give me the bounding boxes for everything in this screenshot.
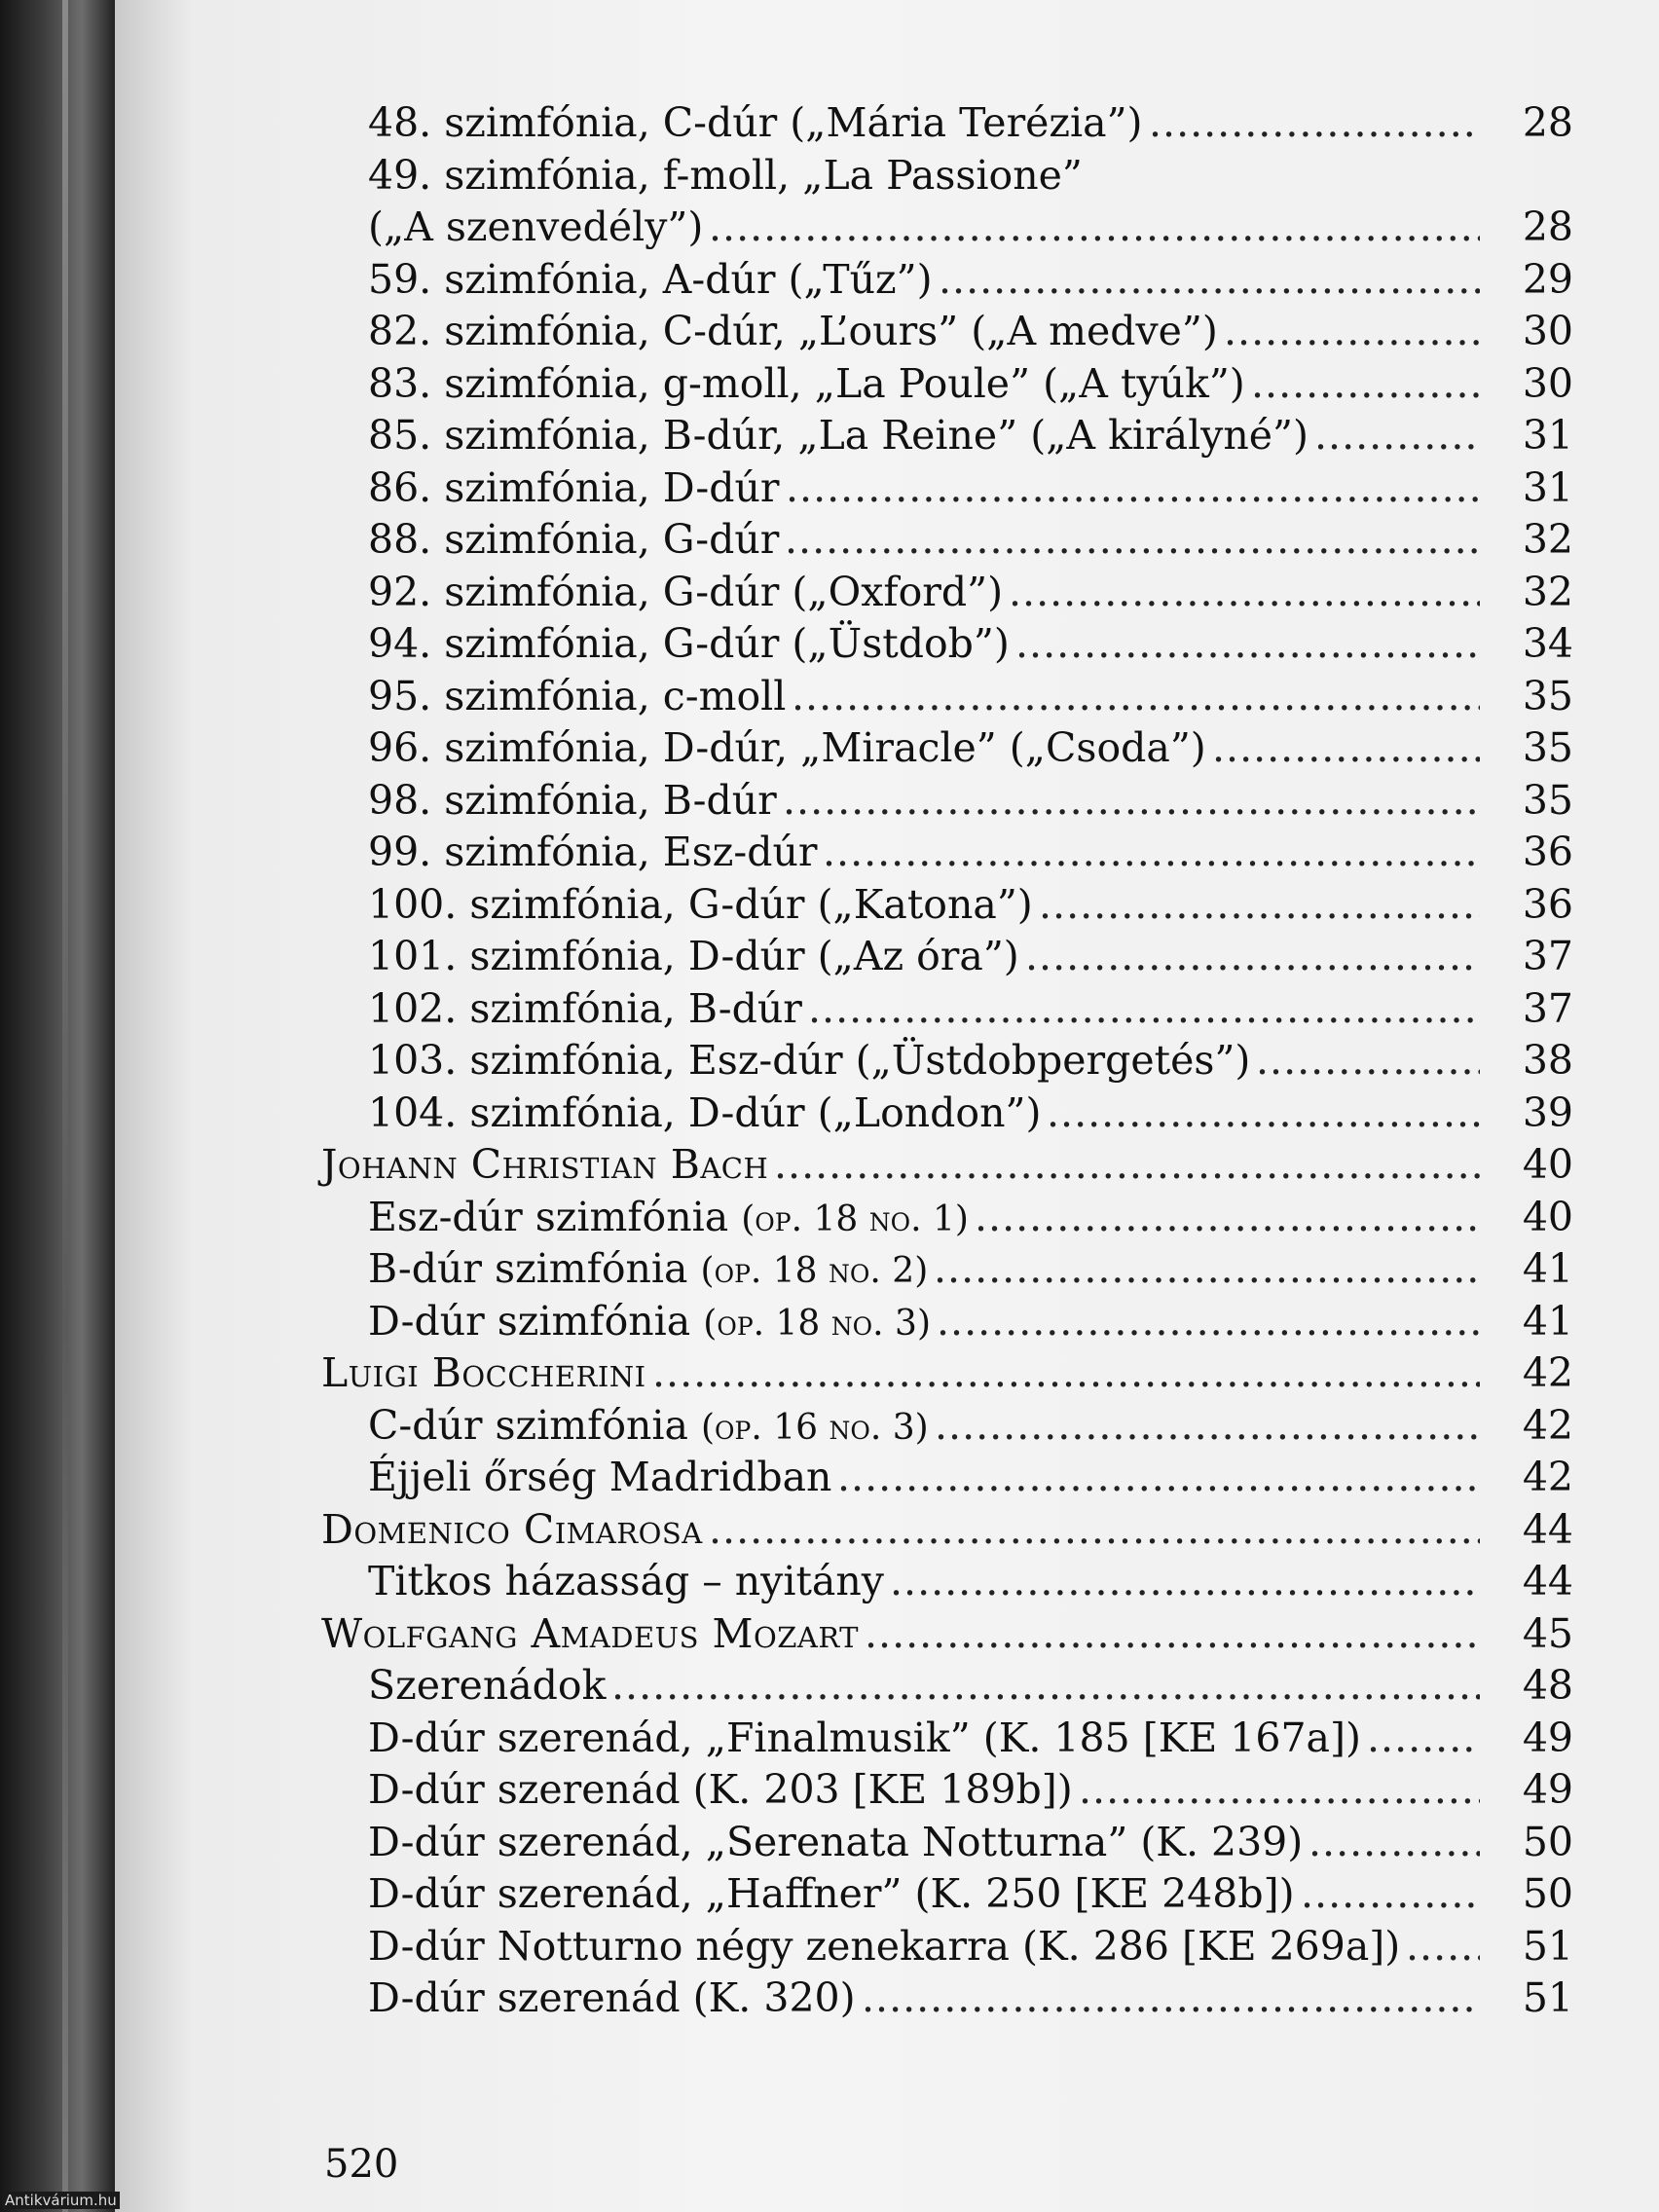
binding-edge [62, 0, 68, 2212]
table-of-contents [321, 97, 1587, 2025]
toc-entry-row [321, 931, 1587, 983]
page-ref: 36 [1522, 880, 1573, 928]
toc-entry-row [321, 358, 1587, 411]
toc-entry-text [368, 1296, 931, 1350]
work-title: szimfónia, D-dúr („Az óra”) [469, 933, 1019, 979]
page-ref: 49 [1522, 1766, 1573, 1813]
work-title: szimfónia, G-dúr [444, 516, 780, 563]
toc-entry-text [321, 1347, 646, 1400]
toc-entry-text [368, 567, 1003, 619]
work-title: szimfónia, G-dúr („Katona”) [469, 880, 1033, 928]
page-ref: 28 [1522, 99, 1573, 146]
toc-entry-text [368, 931, 1019, 983]
symphony-number: 94. [368, 620, 432, 667]
symphony-number: 100. [368, 880, 458, 928]
work-title: D-dúr szimfónia [368, 1297, 691, 1345]
work-title: D-dúr Notturno négy zenekarra (K. 286 [KE 269a]) [368, 1922, 1401, 1970]
leader-dots [935, 1400, 1480, 1453]
page-ref: 30 [1522, 308, 1573, 354]
toc-entry-text [321, 1139, 768, 1192]
toc-composer-row [321, 1139, 1587, 1192]
leader-dots [937, 1296, 1480, 1348]
page-ref: 40 [1522, 1193, 1573, 1240]
leader-dots [1256, 1035, 1480, 1088]
symphony-number: 86. [368, 463, 432, 511]
symphony-number: 85. [368, 412, 432, 459]
toc-entry-row [321, 150, 1587, 203]
work-title: szimfónia, C-dúr („Mária Terézia”) [444, 99, 1143, 146]
symphony-number: 104. [368, 1088, 458, 1136]
toc-entry-text [368, 722, 1206, 775]
work-title: szimfónia, f-moll, „La Passione” [444, 151, 1083, 199]
opus-number: (op. 16 no. 3) [701, 1407, 929, 1448]
leader-dots [786, 462, 1480, 515]
toc-entry-row [321, 410, 1587, 462]
toc-entry-text [368, 1400, 929, 1455]
toc-entry-text [368, 1452, 831, 1504]
symphony-number: 101. [368, 933, 458, 979]
page-ref: 41 [1522, 1297, 1573, 1345]
work-title: szimfónia, c-moll [444, 672, 787, 719]
leader-dots [823, 827, 1480, 879]
work-title: („A szenvedély”) [368, 203, 704, 250]
toc-entry-row [321, 1452, 1587, 1504]
toc-entry-text [368, 618, 1010, 671]
toc-entry-text [368, 671, 786, 723]
toc-entry-text [368, 983, 802, 1036]
page-ref: 38 [1522, 1037, 1573, 1084]
work-title: D-dúr szerenád, „Haffner” (K. 250 [KE 248b]) [368, 1870, 1295, 1917]
page-ref: 45 [1522, 1609, 1573, 1657]
work-title: szimfónia, Esz-dúr [444, 829, 818, 875]
toc-entry-text [368, 1088, 1041, 1140]
toc-entry-text [368, 462, 780, 515]
leader-dots [611, 1660, 1480, 1713]
page-ref: 30 [1522, 359, 1573, 407]
symphony-number: 88. [368, 516, 432, 563]
opus-number: (op. 18 no. 2) [700, 1251, 929, 1291]
page-ref: 37 [1522, 933, 1573, 979]
opus-number: (op. 18 no. 3) [703, 1303, 931, 1344]
work-title: D-dúr szerenád, „Serenata Notturna” (K. 239) [368, 1818, 1304, 1865]
toc-entry-row [321, 1400, 1587, 1453]
work-title: D-dúr szerenád, „Finalmusik” (K. 185 [KE 167a]) [368, 1714, 1361, 1761]
work-title: szimfónia, D-dúr („London”) [469, 1088, 1042, 1136]
work-title: Éjjeli őrség Madridban [368, 1454, 832, 1500]
toc-entry-row [321, 567, 1587, 619]
leader-dots [1149, 97, 1480, 150]
page-ref: 37 [1522, 984, 1573, 1032]
opus-number: (op. 18 no. 1) [741, 1198, 969, 1239]
page-ref: 41 [1522, 1245, 1573, 1292]
page-ref: 39 [1522, 1088, 1573, 1136]
leader-dots [1025, 931, 1480, 983]
page-ref: 49 [1522, 1714, 1573, 1761]
toc-entry-row [321, 722, 1587, 775]
composer-name: Luigi Boccherini [321, 1349, 646, 1396]
work-title: szimfónia, D-dúr [444, 463, 780, 511]
symphony-number: 103. [368, 1037, 458, 1084]
toc-entry-text [368, 97, 1143, 150]
composer-name: Wolfgang Amadeus Mozart [321, 1609, 860, 1657]
leader-dots [862, 1972, 1480, 2025]
toc-entry-text [368, 514, 779, 567]
leader-dots [1309, 1817, 1480, 1869]
page-ref: 34 [1522, 620, 1573, 667]
toc-entry-text [368, 827, 817, 879]
page-ref: 48 [1522, 1662, 1573, 1709]
leader-dots [975, 1192, 1480, 1244]
work-title: szimfónia, B-dúr [444, 776, 777, 824]
toc-entry-text [368, 1243, 928, 1298]
page-ref: 50 [1522, 1818, 1573, 1865]
toc-entry-text [368, 254, 933, 307]
toc-entry-text [368, 1713, 1361, 1765]
composer-name: Domenico Cimarosa [321, 1505, 703, 1553]
leader-dots [1301, 1868, 1480, 1921]
symphony-number: 49. [368, 151, 432, 199]
toc-entry-text [368, 202, 703, 254]
symphony-number: 48. [368, 99, 432, 146]
symphony-number: 92. [368, 568, 432, 615]
work-title: szimfónia, C-dúr, „L’ours” („A medve”) [444, 308, 1218, 354]
toc-entry-row [321, 1921, 1587, 1973]
toc-composer-row [321, 1347, 1587, 1400]
work-title: szimfónia, Esz-dúr („Üstdobpergetés”) [469, 1037, 1251, 1084]
leader-dots [1224, 306, 1480, 358]
toc-entry-row [321, 1817, 1587, 1869]
leader-dots [1015, 618, 1480, 671]
leader-dots [808, 983, 1480, 1036]
page-ref: 44 [1522, 1505, 1573, 1553]
leader-dots [1251, 358, 1480, 411]
toc-entry-row [321, 1660, 1587, 1713]
leader-dots [1047, 1088, 1480, 1140]
leader-dots [890, 1556, 1480, 1608]
toc-entry-row [321, 1296, 1587, 1348]
toc-entry-text [368, 358, 1245, 411]
toc-entry-row [321, 1556, 1587, 1608]
symphony-number: 82. [368, 308, 432, 354]
toc-entry-text [368, 1868, 1295, 1921]
toc-entry-text [368, 1660, 606, 1713]
leader-dots [1079, 1764, 1480, 1817]
page-ref: 32 [1522, 516, 1573, 563]
toc-entry-row [321, 1035, 1587, 1088]
work-title: Szerenádok [368, 1662, 607, 1709]
page-ref: 35 [1522, 724, 1573, 771]
page-ref: 36 [1522, 829, 1573, 875]
page-ref: 50 [1522, 1870, 1573, 1917]
toc-entry-row [321, 1192, 1587, 1244]
work-title: szimfónia, g-moll, „La Poule” („A tyúk”) [444, 359, 1245, 407]
leader-dots [1367, 1713, 1480, 1765]
symphony-number: 99. [368, 829, 432, 875]
page-ref: 32 [1522, 568, 1573, 615]
leader-dots [837, 1452, 1480, 1504]
toc-entry-row [321, 254, 1587, 307]
symphony-number: 83. [368, 359, 432, 407]
toc-entry-row [321, 618, 1587, 671]
page-ref: 51 [1522, 1922, 1573, 1970]
toc-composer-row [321, 1504, 1587, 1557]
composer-name: Johann Christian Bach [321, 1141, 769, 1188]
toc-entry-row [321, 1868, 1587, 1921]
work-title: B-dúr szimfónia [368, 1245, 688, 1292]
page-ref: 29 [1522, 255, 1573, 303]
leader-dots [1314, 410, 1480, 462]
toc-entry-text [368, 879, 1033, 932]
page-ref: 40 [1522, 1141, 1573, 1188]
work-title: szimfónia, G-dúr („Üstdob”) [444, 620, 1010, 667]
watermark: Antikvárium.hu [2, 2192, 120, 2209]
leader-dots [783, 775, 1480, 828]
toc-entry-row [321, 775, 1587, 828]
symphony-number: 96. [368, 724, 432, 771]
page-ref: 35 [1522, 776, 1573, 824]
toc-entry-row [321, 514, 1587, 567]
page-ref: 28 [1522, 203, 1573, 250]
leader-dots [865, 1608, 1480, 1661]
work-title: szimfónia, D-dúr, „Miracle” („Csoda”) [444, 724, 1206, 771]
toc-entry-row [321, 1764, 1587, 1817]
page-ref: 42 [1522, 1454, 1573, 1500]
toc-entry-row [321, 1088, 1587, 1140]
symphony-number: 98. [368, 776, 432, 824]
work-title: szimfónia, G-dúr („Oxford”) [444, 568, 1004, 615]
toc-entry-row [321, 983, 1587, 1036]
toc-entry-text [368, 1192, 969, 1246]
page-ref: 42 [1522, 1349, 1573, 1396]
work-title: szimfónia, B-dúr [469, 984, 802, 1032]
leader-dots [709, 1504, 1480, 1557]
leader-dots [709, 202, 1480, 254]
toc-entry-text [368, 410, 1309, 462]
toc-entry-row [321, 97, 1587, 150]
toc-entry-row [321, 671, 1587, 723]
leader-dots [1039, 879, 1480, 932]
toc-entry-row [321, 202, 1587, 254]
toc-entry-row [321, 462, 1587, 515]
page-ref: 51 [1522, 1974, 1573, 2021]
leader-dots [652, 1347, 1480, 1400]
toc-entry-row [321, 827, 1587, 879]
page-ref: 31 [1522, 412, 1573, 459]
toc-entry-text [321, 1504, 703, 1557]
page-ref: 35 [1522, 672, 1573, 719]
leader-dots [1406, 1921, 1480, 1973]
toc-entry-text [368, 150, 1083, 203]
work-title: szimfónia, A-dúr („Tűz”) [444, 255, 933, 303]
page-ref: 42 [1522, 1401, 1573, 1449]
leader-dots [939, 254, 1480, 307]
leader-dots [774, 1139, 1480, 1192]
work-title: Esz-dúr szimfónia [368, 1193, 729, 1240]
work-title: C-dúr szimfónia [368, 1401, 688, 1449]
toc-entry-row [321, 1713, 1587, 1765]
work-title: D-dúr szerenád (K. 203 [KE 189b]) [368, 1766, 1073, 1813]
leader-dots [934, 1243, 1480, 1296]
toc-entry-text [368, 306, 1218, 358]
toc-entry-row [321, 879, 1587, 932]
symphony-number: 102. [368, 984, 458, 1032]
work-title: D-dúr szerenád (K. 320) [368, 1974, 856, 2021]
toc-entry-row [321, 1972, 1587, 2025]
toc-entry-row [321, 306, 1587, 358]
toc-entry-text [368, 1921, 1400, 1973]
leader-dots [1212, 722, 1480, 775]
leader-dots [792, 671, 1480, 723]
toc-entry-text [368, 1817, 1303, 1869]
toc-entry-text [368, 775, 777, 828]
toc-entry-text [368, 1035, 1250, 1088]
work-title: szimfónia, B-dúr, „La Reine” („A királyné”) [444, 412, 1309, 459]
toc-entry-text [321, 1608, 859, 1661]
toc-entry-text [368, 1556, 884, 1608]
page-ref: 31 [1522, 463, 1573, 511]
work-title: Titkos házasság – nyitány [368, 1558, 884, 1604]
page-ref: 44 [1522, 1558, 1573, 1604]
symphony-number: 59. [368, 255, 432, 303]
toc-entry-text [368, 1764, 1073, 1817]
leader-dots [785, 514, 1480, 567]
toc-composer-row [321, 1608, 1587, 1661]
leader-dots [1009, 567, 1480, 619]
page-number: 520 [324, 2142, 399, 2187]
symphony-number: 95. [368, 672, 432, 719]
toc-entry-text [368, 1972, 856, 2025]
toc-entry-row [321, 1243, 1587, 1296]
book-spine [0, 0, 117, 2212]
